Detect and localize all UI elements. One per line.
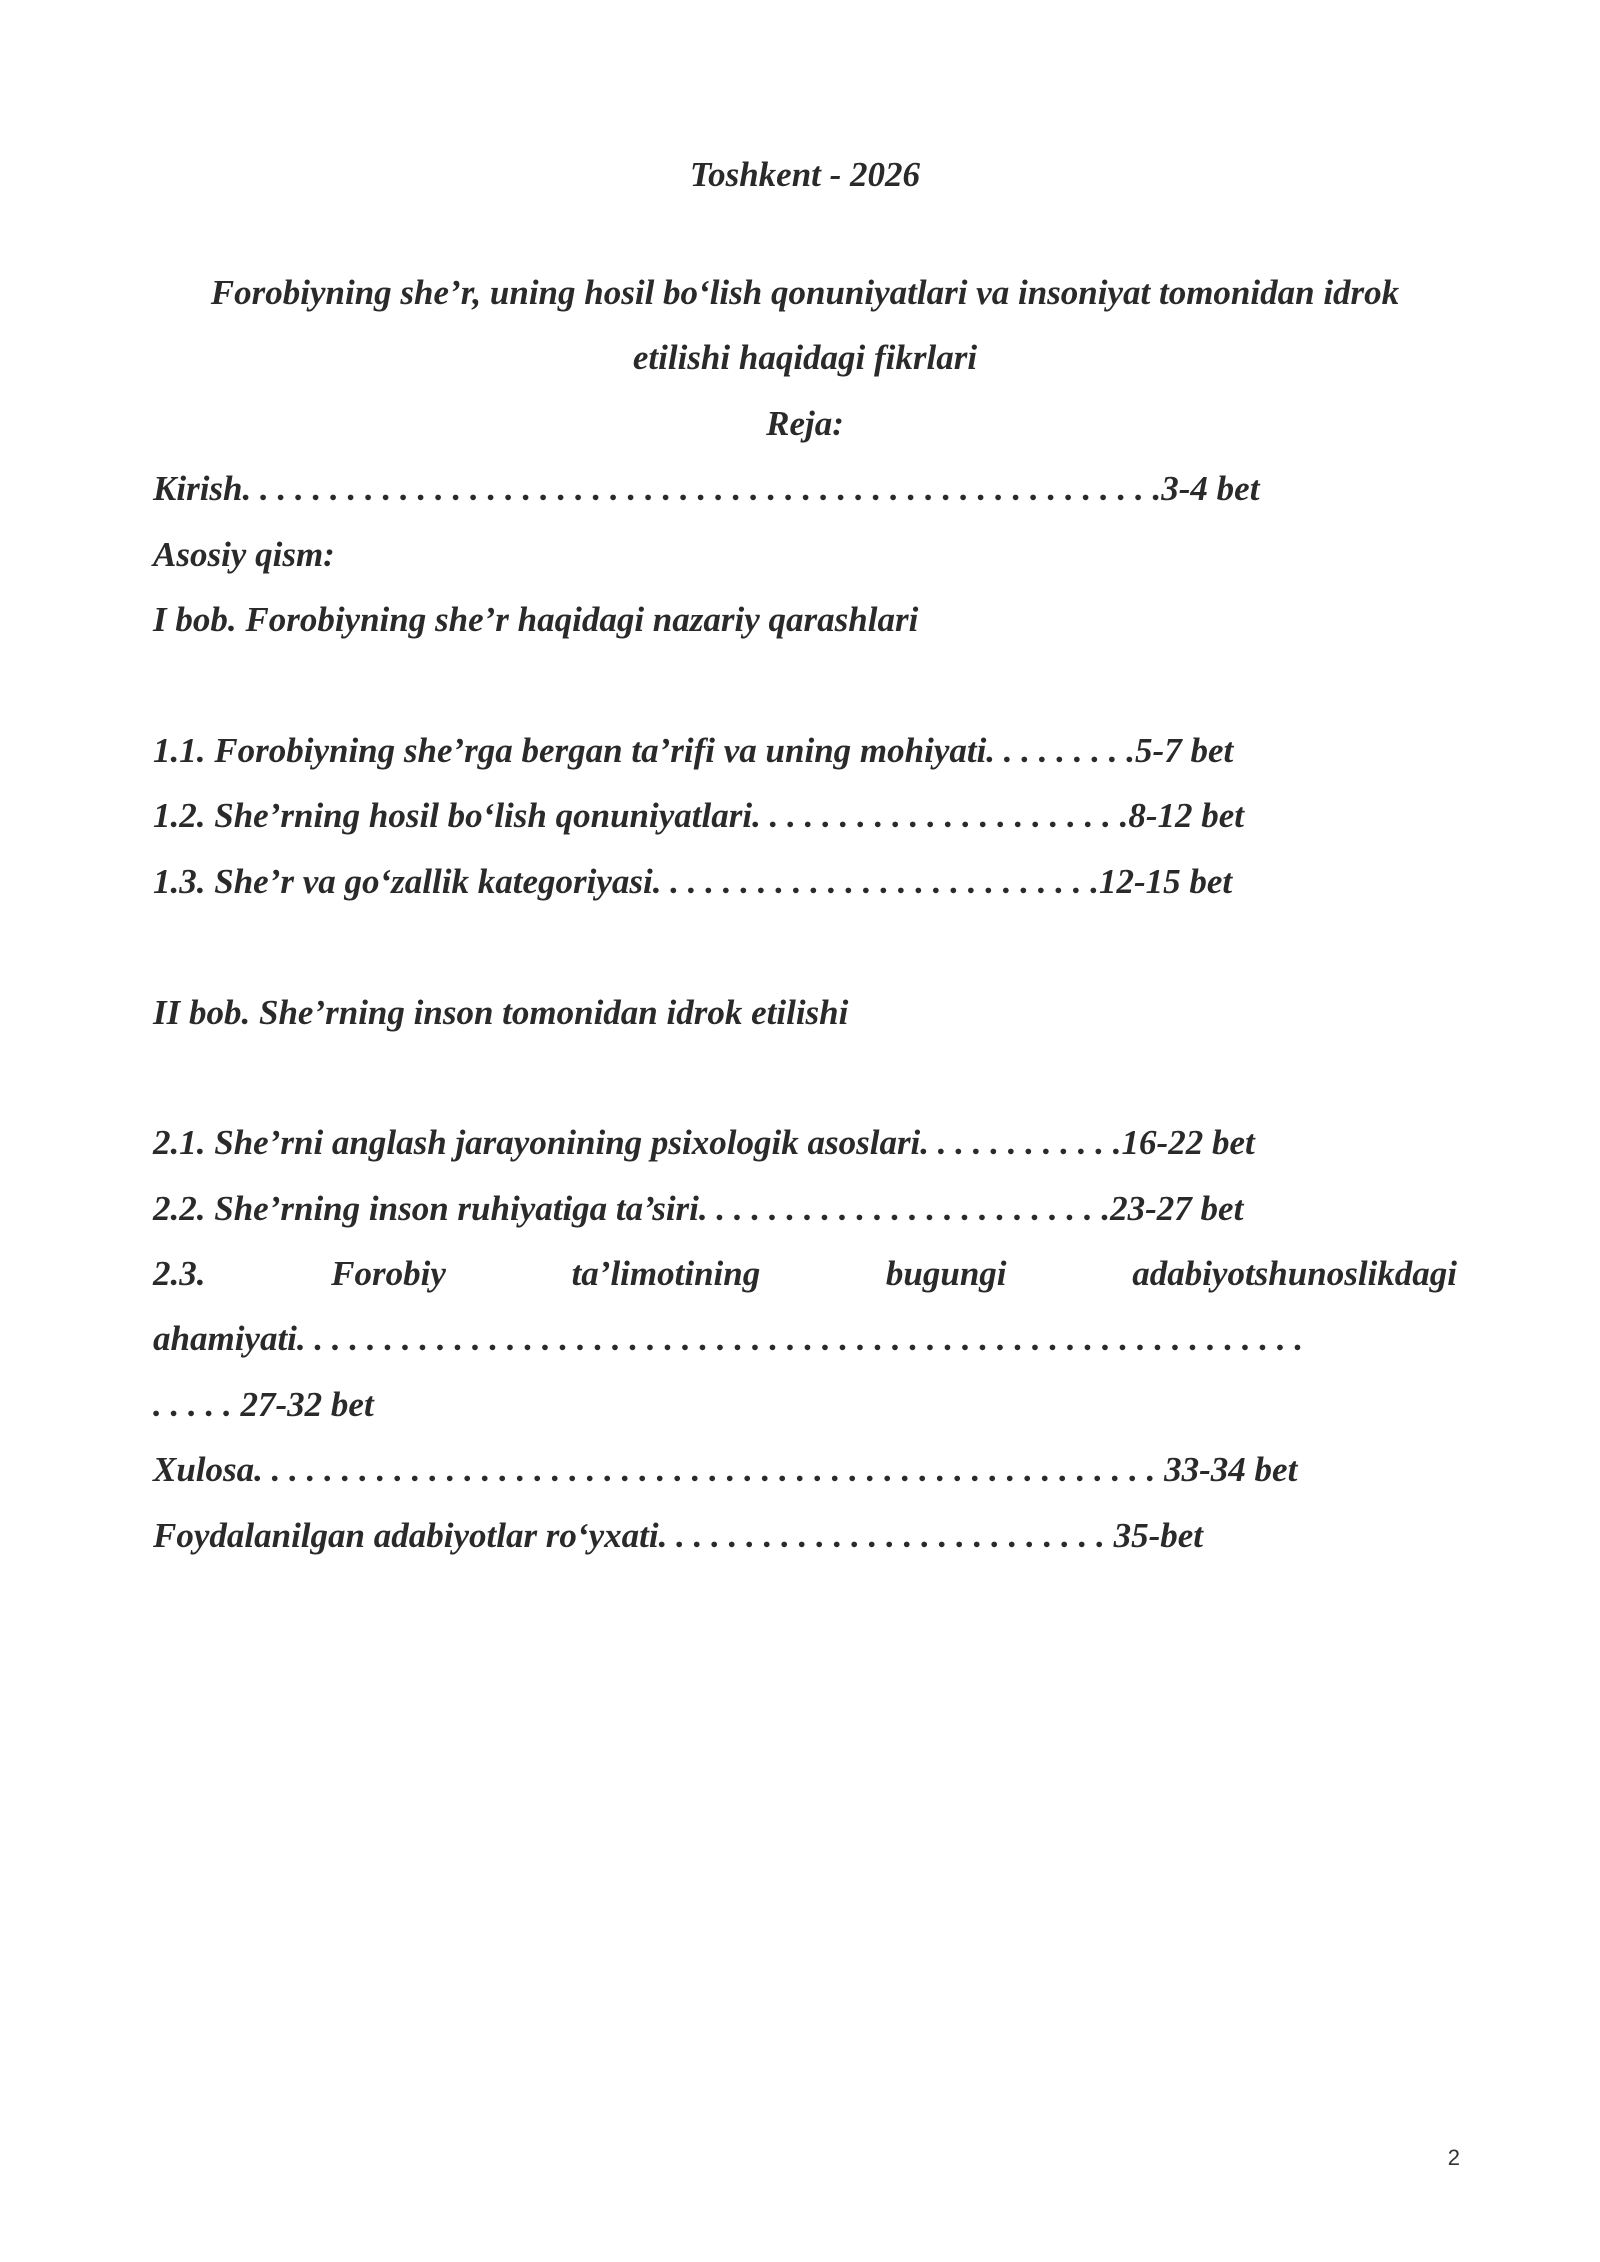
toc-references: Foydalanilgan adabiyotlar ro‘yxati. . . . . . . . . . . . . . . . . . . . . . . . . . 35-bet [153,1516,1203,1555]
toc-section-2-3-word: bugungi [885,1254,1007,1293]
toc-section-2-3-word: ta’limotining [571,1254,761,1293]
toc-section-2-1: 2.1. She’rni anglash jarayonining psixologik asoslari. . . . . . . . . . . .16-22 bet [153,1123,1255,1162]
city-year: Toshkent - 2026 [689,155,921,194]
toc-section-2-3-line-3: . . . . . 27-32 bet [153,1385,374,1424]
toc-section-2-3-word: 2.3. [153,1254,206,1293]
toc-xulosa: Xulosa. . . . . . . . . . . . . . . . . . . . . . . . . . . . . . . . . . . . . . . . . . . . . . . . . . . . 33-34 bet [153,1450,1298,1489]
toc-main-part: Asosiy qism: [153,535,335,574]
toc-section-2-3-word: adabiyotshunoslikdagi [1132,1254,1457,1293]
page-number: 2 [1447,2145,1460,2170]
title-line-2: etilishi haqidagi fikrlari [632,338,978,377]
toc-chapter-1: I bob. Forobiyning she’r haqidagi nazariy qarashlari [153,600,919,639]
toc-chapter-2: II bob. She’rning inson tomonidan idrok etilishi [153,993,849,1032]
title-line-1: Forobiyning she’r, uning hosil bo‘lish qonuniyatlari va insoniyat tomonidan idrok [210,273,1400,312]
toc-kirish: Kirish. . . . . . . . . . . . . . . . . . . . . . . . . . . . . . . . . . . . . . . . . . . . . . . . . . . . .3-4 bet [153,469,1260,508]
toc-section-1-2: 1.2. She’rning hosil bo‘lish qonuniyatlari. . . . . . . . . . . . . . . . . . . . . .8-12 bet [153,796,1244,835]
toc-section-2-3-line-1 [153,1252,1457,1296]
toc-section-2-3-word: Forobiy [331,1254,446,1293]
plan-heading: Reja: [766,404,844,443]
toc-section-2-2: 2.2. She’rning inson ruhiyatiga ta’siri. . . . . . . . . . . . . . . . . . . . . . . .23-27 bet [153,1189,1244,1228]
toc-section-2-3-line-2: ahamiyati. . . . . . . . . . . . . . . . . . . . . . . . . . . . . . . . . . . . . . . . . . . . . . . . . . . . . . . . . . [153,1319,1304,1358]
toc-section-1-1: 1.1. Forobiyning she’rga bergan ta’rifi va uning mohiyati. . . . . . . . .5-7 bet [153,731,1234,770]
toc-section-1-3: 1.3. She’r va go‘zallik kategoriyasi. . . . . . . . . . . . . . . . . . . . . . . . . .12-15 bet [153,862,1233,901]
